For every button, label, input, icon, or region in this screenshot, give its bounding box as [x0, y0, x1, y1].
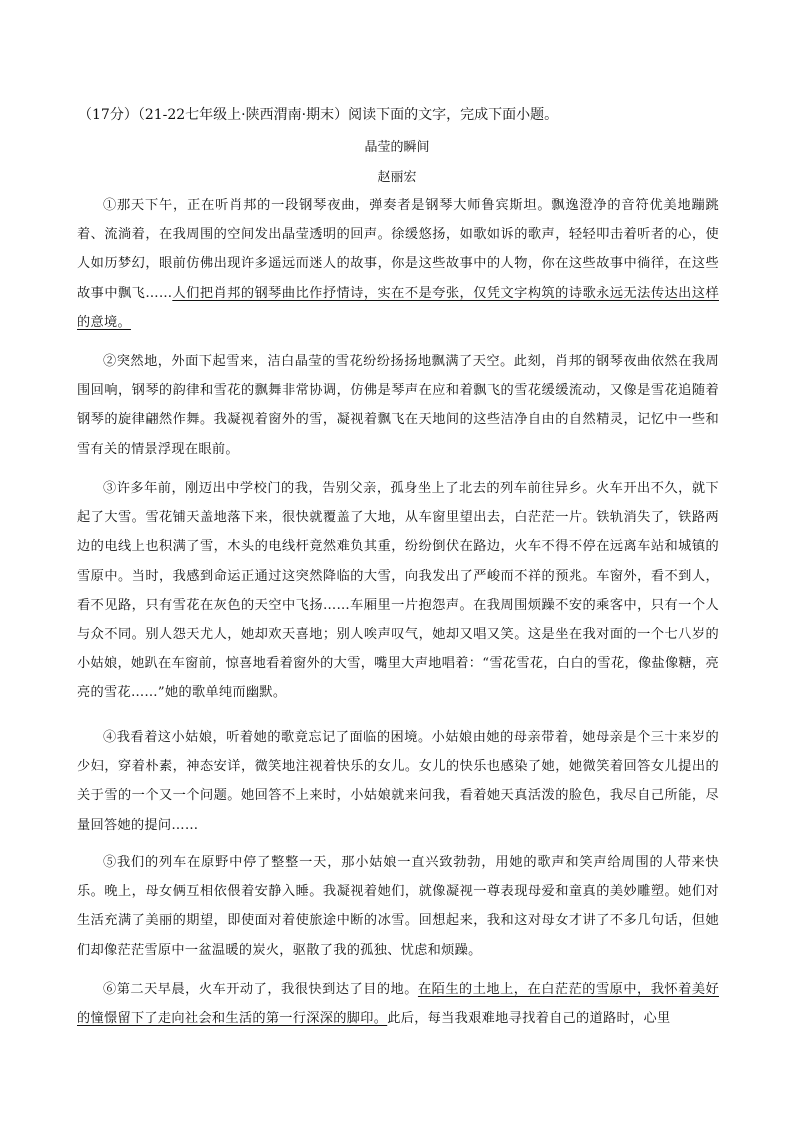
question-instruction: 阅读下面的文字，完成下面小题。	[348, 107, 559, 123]
paragraph-3	[77, 474, 719, 708]
paragraph-5	[77, 848, 719, 965]
paragraph-4	[77, 723, 719, 840]
question-score: （17分）	[78, 107, 138, 123]
paragraph-6-text-end: 此后，每当我艰难地寻找着自己的道路时，心里	[387, 1011, 671, 1027]
paragraph-1-underlined: 人们把肖邦的钢琴曲比作抒情诗，实在不是夸张，仅凭文字构筑的诗歌永远无法传达出这样的意境。	[77, 285, 719, 330]
paragraph-6	[77, 975, 719, 1033]
paragraph-2	[77, 347, 719, 464]
paragraph-1-text: ①那天下午，正在听肖邦的一段钢琴夜曲，弹奏者是钢琴大师鲁宾斯坦。飘逸澄净的音符优美地蹦跳着、流淌着，在我周围的空间发出晶莹透明的回声。徐缓悠扬，如歌如诉的歌声，轻轻叩击着听者的心，使人如历梦幻，眼前仿佛出现许多遥远而迷人的故事，你是这些故事中的人物，你在这些故事中徜徉，在这些故事中飘飞……	[77, 198, 719, 301]
paragraph-4-text: ④我看着这小姑娘，听着她的歌竟忘记了面临的困境。小姑娘由她的母亲带着，她母亲是个三十来岁的少妇，穿着朴素，神态安详，微笑地注视着快乐的女儿。女儿的快乐也感染了她，她微笑着回答女儿提出的关于雪的一个又一个问题。她回答不上来时，小姑娘就来问我，看着她天真活泼的脸色，我尽自己所能，尽量回答她的提问……	[77, 730, 719, 833]
article-author: 赵丽宏	[377, 170, 417, 185]
paragraph-5-text: ⑤我们的列车在原野中停了整整一天，那小姑娘一直兴致勃勃，用她的歌声和笑声给周围的人带来快乐。晚上，母女俩互相依偎着安静入睡。我凝视着她们，就像凝视一尊表现母爱和童真的美妙雕塑。她们对生活充满了美丽的期望，即使面对着使旅途中断的冰雪。回想起来，我和这对母女才讲了不多几句话，但她们却像茫茫雪原中一盆温暖的炭火，驱散了我的孤独、忧虑和烦躁。	[77, 855, 719, 958]
paragraph-1	[77, 191, 719, 337]
paragraph-2-text: ②突然地，外面下起雪来，洁白晶莹的雪花纷纷扬扬地飘满了天空。此刻，肖邦的钢琴夜曲依然在我周围回响，钢琴的韵律和雪花的飘舞非常协调，仿佛是琴声在应和着飘飞的雪花缓缓流动，又像是雪花追随着钢琴的旋律翩然作舞。我凝视着窗外的雪，凝视着飘飞在天地间的这些洁净自由的自然精灵，记忆中一些和雪有关的情景浮现在眼前。	[77, 354, 719, 457]
question-header	[78, 106, 728, 124]
paragraph-6-underlined: 在陌生的土地上，在白茫茫的雪原中，我怀着美好的憧憬留下了走向社会和生活的第一行深深的脚印。	[77, 982, 719, 1027]
question-source: （21-22七年级上·陕西渭南·期末）	[137, 107, 349, 123]
paragraph-6-text: ⑥第二天早晨，火车开动了，我很快到达了目的地。	[103, 982, 418, 997]
paragraph-3-text: ③许多年前，刚迈出中学校门的我，告别父亲，孤身坐上了北去的列车前往异乡。火车开出不久，就下起了大雪。雪花铺天盖地落下来，很快就覆盖了大地，从车窗里望出去，白茫茫一片。铁轨消失了，铁路两边的电线上也积满了雪，木头的电线杆竟然难负其重，纷纷倒伏在路边，火车不得不停在远离车站和城镇的雪原中。当时，我感到命运正通过这突然降临的大雪，向我发出了严峻而不祥的预兆。车窗外，看不到人，看不见路，只有雪花在灰色的天空中飞扬……车厢里一片抱怨声。在我周围烦躁不安的乘客中，只有一个人与众不同。别人怨天尤人，她却欢天喜地；别人唉声叹气，她却又唱又笑。这是坐在我对面的一个七八岁的小姑娘，她趴在车窗前，惊喜地看着窗外的大雪，嘴里大声地唱着：“雪花雪花，白白的雪花，像盐像糖，亮亮的雪花……”她的歌单纯而幽默。	[77, 481, 719, 701]
article-title: 晶莹的瞬间	[364, 140, 430, 155]
